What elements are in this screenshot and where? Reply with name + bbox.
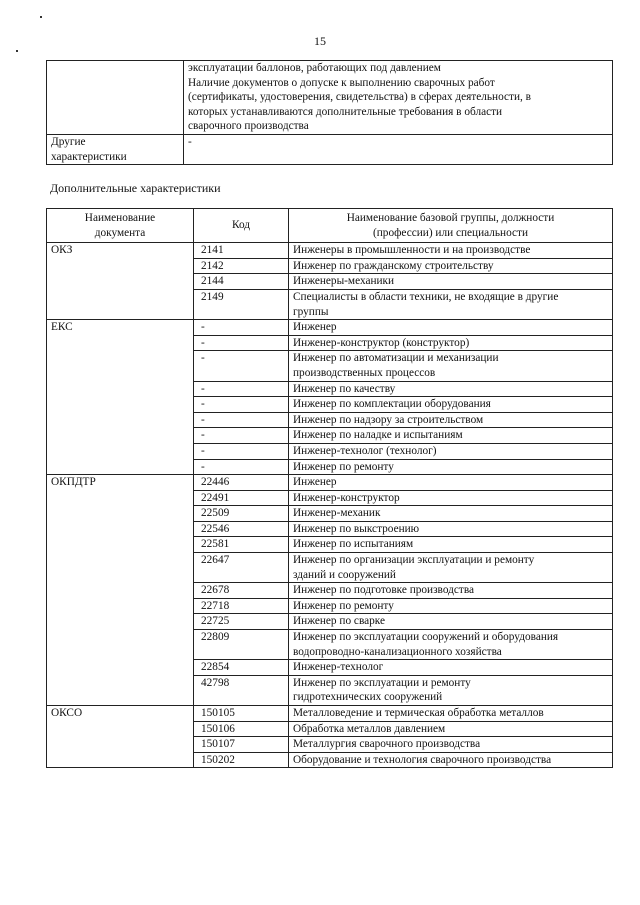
occupation-name-cell (289, 521, 613, 537)
other-characteristics-value: - (184, 134, 613, 164)
code-cell: 22809 (194, 630, 289, 660)
occupation-name-cell (289, 506, 613, 522)
code-cell: 150105 (194, 706, 289, 722)
occupation-name-cell (289, 412, 613, 428)
text-line: Инженер (293, 321, 337, 334)
table-row (47, 243, 613, 259)
occupation-name-cell (289, 752, 613, 768)
code-cell: - (194, 335, 289, 351)
table-header-row (47, 209, 613, 243)
text-line: гидротехнических сооружений (293, 691, 443, 704)
code-cell: - (194, 459, 289, 475)
code-cell: 150106 (194, 721, 289, 737)
occupation-name-cell (289, 706, 613, 722)
text-line: Инженер по сварке (293, 615, 386, 628)
occupation-name-cell (289, 320, 613, 336)
occupation-name-cell (289, 660, 613, 676)
occupation-name-cell (289, 630, 613, 660)
text-line: Инженер-конструктор (конструктор) (293, 336, 470, 349)
text-line: Оборудование и технология сварочного производства (293, 753, 552, 766)
text-line: Инженер по выкстроению (293, 522, 420, 535)
page-number: 15 (314, 34, 326, 48)
text-line: Инженер-механик (293, 507, 381, 520)
text-line: Инженер по комплектации оборудования (293, 398, 491, 411)
occupation-name-cell (289, 721, 613, 737)
occupation-name-cell (289, 675, 613, 705)
text-line: которых устанавливаются дополнительные требования в области (188, 105, 503, 118)
empty-label-cell (47, 61, 184, 135)
table-body (47, 243, 613, 768)
document-name-cell: ЕКС (47, 320, 194, 475)
occupation-name-cell (289, 537, 613, 553)
code-cell: - (194, 320, 289, 336)
occupation-name-cell (289, 397, 613, 413)
occupation-name-cell (289, 335, 613, 351)
text-line: Инженер по ремонту (293, 599, 394, 612)
header-document: Наименование документа (47, 209, 194, 243)
occupation-name-cell (289, 475, 613, 491)
document-name-cell: ОКПДТР (47, 475, 194, 706)
occupation-name-cell (289, 614, 613, 630)
text-line: Инженер по организации эксплуатации и ремонту (293, 554, 535, 567)
code-cell: 22647 (194, 553, 289, 583)
occupation-name-cell (289, 381, 613, 397)
header-name: Наименование базовой группы, должности (профессии) или специальности (289, 209, 613, 243)
text-line: Специалисты в области техники, не входящие в другие (293, 290, 559, 303)
code-cell: 2142 (194, 258, 289, 274)
other-characteristics-label (47, 134, 184, 164)
code-cell: 22491 (194, 490, 289, 506)
code-cell: 22854 (194, 660, 289, 676)
occupation-name-cell (289, 583, 613, 599)
code-cell: - (194, 443, 289, 459)
code-cell: 22446 (194, 475, 289, 491)
occupation-name-cell (289, 289, 613, 319)
header-code: Код (194, 209, 289, 243)
text-line: Наличие документов о допуске к выполнению сварочных работ (188, 76, 495, 89)
text-line: Другие (51, 135, 86, 148)
table-row (47, 475, 613, 491)
text-line: Обработка металлов давлением (293, 722, 446, 735)
text-line: характеристики (51, 150, 127, 163)
text-line: Инженер по эксплуатации сооружений и оборудования (293, 631, 559, 644)
occupation-name-cell (289, 428, 613, 444)
text-line: сварочного производства (188, 120, 309, 133)
text-line: Инженеры-механики (293, 275, 395, 288)
code-cell: - (194, 412, 289, 428)
continuation-cell (184, 61, 613, 135)
table-row (47, 134, 613, 164)
text-line: эксплуатации баллонов, работающих под давлением (188, 62, 441, 74)
text-line: зданий и сооружений (293, 568, 396, 581)
text-line: Инженер по наладке и испытаниям (293, 429, 463, 442)
occupation-name-cell (289, 351, 613, 381)
text-line: группы (293, 305, 329, 318)
code-cell: 2141 (194, 243, 289, 259)
occupation-name-cell (289, 459, 613, 475)
text-line: Инженер по гражданскому строительству (293, 259, 494, 272)
scan-speck (16, 50, 18, 52)
text-line: Инженер по ремонту (293, 460, 394, 473)
code-cell: 42798 (194, 675, 289, 705)
code-cell: 22581 (194, 537, 289, 553)
code-cell: - (194, 397, 289, 413)
code-cell: 22718 (194, 598, 289, 614)
occupation-name-cell (289, 737, 613, 753)
occupation-name-cell (289, 258, 613, 274)
occupation-name-cell (289, 490, 613, 506)
code-cell: - (194, 351, 289, 381)
code-cell: 2149 (194, 289, 289, 319)
code-cell: 150107 (194, 737, 289, 753)
code-cell: 150202 (194, 752, 289, 768)
text-line: Инженер по подготовке производства (293, 584, 475, 597)
code-cell: - (194, 428, 289, 444)
text-line: Инженер по испытаниям (293, 538, 414, 551)
code-cell: 22725 (194, 614, 289, 630)
text-line: Инженер-конструктор (293, 491, 400, 504)
document-name-cell: ОКЗ (47, 243, 194, 320)
code-cell: - (194, 381, 289, 397)
additional-characteristics-table (46, 208, 613, 768)
code-cell: 22509 (194, 506, 289, 522)
code-cell: 22678 (194, 583, 289, 599)
section-title: Дополнительные характеристики (50, 181, 221, 195)
text-line: (сертификаты, удостоверения, свидетельства) в сферах деятельности, в (188, 91, 531, 104)
text-line: Металловедение и термическая обработка металлов (293, 707, 544, 719)
occupation-name-cell (289, 443, 613, 459)
occupation-name-cell (289, 274, 613, 290)
table-row (47, 320, 613, 336)
occupation-name-cell (289, 243, 613, 259)
code-cell: 2144 (194, 274, 289, 290)
text-line: Инженер по автоматизации и механизации (293, 352, 499, 365)
text-line: производственных процессов (293, 366, 436, 379)
text-line: Инженер (293, 476, 337, 489)
code-cell: 22546 (194, 521, 289, 537)
scan-speck (40, 16, 42, 18)
text-line: водопроводно-канализационного хозяйства (293, 645, 502, 658)
document-name-cell: ОКСО (47, 706, 194, 768)
text-line: Инженер-технолог (293, 661, 384, 674)
text-line: Инженер-технолог (технолог) (293, 444, 437, 457)
text-line: Инженер по качеству (293, 382, 396, 395)
text-line: Инженеры в промышленности и на производстве (293, 244, 531, 257)
requirements-continuation-table (46, 60, 613, 165)
text-line: Инженер по надзору за строительством (293, 413, 484, 426)
table-row (47, 61, 613, 135)
occupation-name-cell (289, 553, 613, 583)
table-row (47, 706, 613, 722)
text-line: Инженер по эксплуатации и ремонту (293, 676, 471, 689)
occupation-name-cell (289, 598, 613, 614)
text-line: Металлургия сварочного производства (293, 738, 481, 751)
